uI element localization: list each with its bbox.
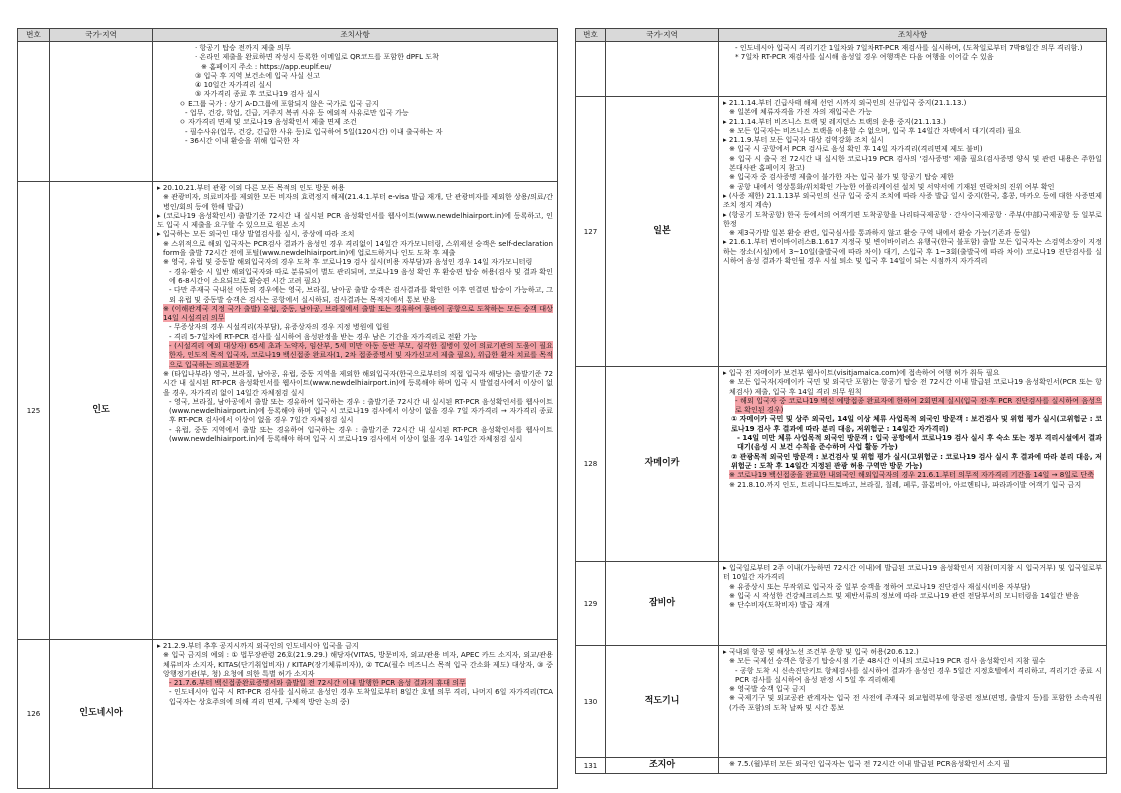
measure-line [157,650,553,678]
measure-line [723,172,1102,181]
header-country: 국가·지역 [606,29,719,42]
measure-text: - 업무, 건강, 학업, 긴급, 거주지 복귀 사유 등 예외적 사유로만 입국 가능 [185,108,409,118]
measure-line [157,229,553,238]
measure-line [723,452,1102,471]
measure-line [723,135,1102,144]
measure-text: ㅇ 자가격리 면제 및 코로나19 음성확인서 제출 면제 조건 [179,117,357,127]
measure-line [723,191,1102,210]
table-header-row [576,29,1107,42]
measure-line [723,414,1102,433]
measure-text: ※ 입국자 중 검사증명 제출이 불가한 자는 입국 불가 및 항공기 탑승 제한 [729,172,954,182]
measure-text: ※ 7.5.(월)부터 모든 외국인 입국자는 입국 전 72시간 이내 발급된 PCR음성확인서 소지 필 [729,759,1010,768]
measure-text: - 14일 미만 체류 사업목적 외국인 방문객 : 입국 공항에서 코로나19 검사 실시 후 숙소 또는 정부 격리시설에서 결과 대기(음성 시 보건 수칙을 준수하며 사업 활동 가능) [737,433,1102,452]
measure-text: - 격리 5-7일차에 RT-PCR 검사를 실시하여 음성판정을 받는 경우 남은 기간을 자가격리로 전환 가능 [169,331,478,341]
measure-line [157,89,553,98]
measure-text: ※ 단수비자(도착비자) 발급 재개 [729,600,830,610]
header-measures: 조치사항 [153,29,558,42]
measure-line [723,666,1102,685]
measure-line [157,369,553,397]
measure-text: ※ 국제기구 및 외교공관 관계자는 입국 전 사전에 주재국 외교협력부에 항공편 정보(편명, 출발지 등)를 포함한 소속직원(가족 포함)의 도착 날짜 및 시간 통보 [729,693,1102,712]
measure-text: - 인도네시아 입국시 격리기간 1일차와 7일차RT-PCR 재검사를 실시하며, (도착일로부터 7박8일간 의무 격리함.) [735,43,1083,52]
measure-text: ㅇ E그룹 국가 : 상기 A-D그룹에 포함되지 않은 국가로 입국 금지 [179,98,379,108]
measure-text: ※ (이해관계국 지정 국가 출발) 유럽, 중동, 남아공, 브라질에서 출발 또는 경유하여 뭄바이 공항으로 도착하는 모든 승객 대상 14일 시설격리 의무 [163,303,553,323]
measure-text: ※ 입국 금지의 예외 : ① 법무장관령 26호(21.9.29.) 해당자(VITAS, 방문비자, 외교/관용 비자, APEC 카드 소지자, 외교/관용 체류비자 소지자, KITAS(단기취업비자) / KITAP(장기체류비자)), ② TCA(필수 비즈니스 목적 입국 간소화 제도) 대상자, ③ 중앙행정기관(부, 청) 요청에 의한 특별 허가 소지자 [163,650,553,678]
table-row [18,42,558,182]
measure-text: * 7일차 RT-PCR 재검사를 실시해 음성일 경우 여행객은 다음 여행을 이어갈 수 있음 [735,52,994,62]
measure-text: ▸ (사증 제한) 21.1.13부 외국인의 신규 입국 중지 조치에 따라 사증 발급 일시 중지(한국, 홍콩, 마카오 등에 대한 사증면제조치 정지 계속) [723,190,1102,210]
measure-text: - 인도네시아 입국 시 RT-PCR 검사를 실시하고 음성인 경우 도착일로부터 8일간 호텔 의무 격리, 나머지 6일 자가격리(TCA 입국자는 상호주의에 의해 격리 면제, 구체적 방안 논의 중) [169,687,553,706]
measures-cell [153,640,558,789]
measure-line [723,656,1102,665]
measure-line [157,304,553,323]
table-row [576,42,1107,97]
measure-line [723,144,1102,153]
measure-text: ⑤ 자가격리 종료 후 코로나19 검사 실시 [195,89,320,99]
measure-line [157,425,553,444]
country-name: 잠비아 [606,562,719,646]
row-number [18,42,50,182]
measure-line [157,267,553,286]
measure-text: - 영국, 브라질, 남아공에서 출발 또는 경유하여 입국하는 경우 : 출발기준 72시간 내 실시된 RT-PCR 음성확인서를 웹사이트(www.newdelhiairport.in)에 등록해야 하며 입국 시 코로나19 검사에서 이상이 없을 경우 7일 자가격리 → 자가격리 종료 후 RT-PCR 검사에서 이상이 없을 경우 7일간 자체점검 실시 [169,396,553,425]
measure-text: ※ 코로나19 백신접종을 완료한 내외국인 해외입국자의 경우 21.6.1.부터 의무적 자가격리 기간을 14일 → 8일로 단축 [729,470,1094,480]
country-name: 조지아 [606,758,719,774]
country-name [50,42,153,182]
measure-text: - 해외 입국자 중 코로나19 백신 예방접종 완료자에 한하여 2회면제 실시(입국 전·후 PCR 진단검사를 실시하여 음성으로 확인된 경우) [735,395,1102,415]
measure-text: - 필수사유(업무, 건강, 긴급한 사유 등)로 입국하여 5일(120시간) 이내 출국하는 자 [185,126,443,136]
row-number: 130 [576,646,606,758]
measure-text: - 유럽, 중동 지역에서 출발 또는 경유하여 입국하는 경우 : 출발기준 72시간 내 실시된 RT-PCR 음성확인서를 웹사이트(www.newdelhiairport.in)에 등록해야 하며 입국 시 코로나19 검사에서 이상이 없을 경우 14일간 자체점검 실시 [169,424,553,444]
measure-line [723,43,1102,52]
country-name: 적도기니 [606,646,719,758]
measure-text: ▸ 21.1.14.부터 비즈니스 트랙 및 레지던스 트랙의 운용 중지(21.1.13.) [723,116,946,126]
measure-text: ▸ 21.1.9.부터 모든 입국자 대상 검역강화 조치 실시 [723,135,884,145]
measure-text: ▸ 입국일로부터 2주 이내(가능하면 72시간 이내)에 발급된 코로나19 음성확인서 지참(미지참 시 입국거부) 및 입국일로부터 10일간 자가격리 [723,563,1102,582]
table-row [576,646,1107,758]
measure-text: ※ (타입나부라) 영국, 브라질, 남아공, 유럽, 중동 지역을 제외한 해외입국자(한국으로부터의 직접 입국자 해당)는 출발기준 72시간 내 실시된 RT-PCR 음성확인서를 웹사이트(www.newdelhiairport.in)에 등록해야 하며 입국 시 발열검사에서 이상이 없을 경우, 자가격리 없이 14일간 자체점검 실시 [163,368,553,397]
measure-text: - 경유·환승 시 일반 해외입국자와 따로 분류되어 별도 관리되며, 코로나19 음성 확인 후 환승편 탑승 허용(검사 및 결과 확인에 6-8시간이 소요되므로 환승편 시간 고려 필요) [169,266,553,285]
measure-text: - 36시간 이내 환승을 위해 입국한 자 [185,135,300,145]
measures-cell [719,646,1107,758]
table-row [576,97,1107,367]
table-header-row [18,29,558,42]
measure-line [723,647,1102,656]
left-measures-table [17,28,558,789]
table-row [576,758,1107,774]
measure-text: ※ 입국 시 작성한 건강체크리스트 및 제반서류의 정보에 따라 코로나19 관련 전담부서의 모니터링을 14일간 받음 [729,590,1080,600]
measure-line [723,368,1102,377]
measure-line [723,582,1102,591]
measures-cell [719,758,1107,774]
measure-line [157,127,553,136]
measure-text: ※ 모든 입국자는 비즈니스 트랙을 이용할 수 없으며, 입국 후 14일간 자택에서 대기(격리) 필요 [729,125,1021,135]
measure-text: ※ 일본에 체류자격을 가진 자의 재입국은 가능 [729,107,872,117]
measure-text: · 온라인 제출을 완료하면 작성시 등록한 이메일로 QR코드를 포함한 dPFL 도착 [195,52,439,62]
row-number: 131 [576,758,606,774]
measure-line [157,80,553,89]
measure-line [723,228,1102,237]
measure-text: ※ 모든 입국자(자메이카 국민 및 외국단 포함)는 항공기 탑승 전 72시간 이내 발급된 코로나19 음성확인서(PCR 또는 항체검사) 제출, 입국 후 14일 격리 의무 원칙 [729,377,1102,396]
measure-line [723,600,1102,609]
measure-text: ※ 홈페이지 주소 : https://app.euplf.eu/ [201,61,332,71]
measure-line [723,126,1102,135]
row-number: 126 [18,640,50,789]
measure-text: ▸ 국내외 항공 및 해상노선 조건부 운항 및 입국 허용(20.6.12.) [723,647,919,656]
header-measures: 조치사항 [719,29,1107,42]
measure-text: ▸ 21.2.9.부터 추후 공지시까지 외국인의 인도네시아 입국을 금지 [157,641,359,650]
left-table-body [18,42,558,789]
measure-text: ※ 스위적으로 해외 입국자는 PCR검사 결과가 음성인 경우 격리없이 14일간 자가모니터링, 스위제선 승객은 self-declaration form을 출발 72시간 전에 포털(www.newdelhiairport.in)에 업로드하거나 인도 도착 후 제출 [163,238,553,258]
row-number: 125 [18,182,50,640]
measure-text: - 무증상자의 경우 시설격리(자부담), 유증상자의 경우 지정 병원에 입원 [169,322,390,332]
measure-line [723,117,1102,126]
measure-line [157,108,553,117]
country-name: 자메이카 [606,367,719,562]
measure-line [723,693,1102,712]
measure-line [723,210,1102,229]
measure-text: ① 자메이카 국민 및 상주 외국인, 14일 이상 체류 사업목적 외국인 방문객 : 보건검사 및 위험 평가 실시(고위험군 : 코로나19 검사 후 결과에 따라 분리 대응, 저위험군 : 14일간 자가격리) [731,414,1102,433]
measure-line [723,480,1102,489]
measure-line [723,563,1102,582]
measure-text: ※ 입국 시 출국 전 72시간 내 실시한 코로나19 PCR 검사의 '검사증명' 제출 필요(검사증명 양식 및 관련 내용은 주한일본대사관 홈페이지 참고) [729,153,1102,173]
table-row [576,367,1107,562]
measure-text: ※ 21.8.10.까지 인도, 트리니다드토바고, 브라질, 칠레, 페루, 콜롬비아, 아르헨티나, 파라과이발 여객기 입국 금지 [729,479,1082,489]
measure-text: ※ 영국발 승객 입국 금지 [729,684,806,694]
measure-line [723,759,1102,768]
measure-line [723,684,1102,693]
table-row [18,640,558,789]
measure-line [157,341,553,369]
measure-text: ▸ 입국 전 자메이카 보건부 웹사이트(visitjamaica.com)에 접속하여 여행 허가 취득 필요 [723,368,1000,377]
country-name: 인도 [50,182,153,640]
measure-text: ※ 관광비자, 의료비자를 제외한 모든 비자의 효력정지 해제(21.4.1.부터 e-visa 발급 재개, 단 관광비자를 제외한 상용/의료/간병인/회의 등에 한해 발급) [163,192,553,211]
measure-line [157,257,553,266]
measure-text: ▸ 20.10.21.부터 관광 이외 다른 모든 목적의 인도 방문 허용 [157,183,345,192]
measure-line [723,591,1102,600]
measures-cell [719,42,1107,97]
measure-text: - (시설격리 예외 대상자) 65세 초과 노약자, 임산부, 5세 미만 아동 동반 부모, 심각한 질병이 있어 의료기관의 도움이 필요한자, 인도적 목적 입국자, 코로나19 백신접종 완료자(1, 2차 접종증명서 및 자가신고서 제출 필요), 위급한 환자 치료를 목적으로 입국하는 의료전문가 [169,341,553,369]
measure-line [157,332,553,341]
row-number: 127 [576,97,606,367]
measure-line [157,71,553,80]
measure-line [157,183,553,192]
country-name: 일본 [606,97,719,367]
measure-line [157,117,553,126]
header-no: 번호 [576,29,606,42]
country-name [606,42,719,97]
measure-text: - 21.7.6.부터 백신접종완료증명서와 출발일 전 72시간 이내 발행한 PCR 음성 결과지 휴대 의무 [169,678,466,688]
measure-text: ※ 공항 내에서 영상통화/위치확인 가능한 어플리케이션 설치 및 서약서에 기재된 연락처의 진위 여부 확인 [729,181,1055,191]
measure-text: - 공항 도착 시 신속진단키트 항체검사를 실시하여 결과가 음성인 경우 5일간 지정호텔에서 격리하고, 격리기간 종료 시 PCR 검사를 실시하여 음성 판정 시 5일 후 격리해제 [735,665,1102,684]
row-number [576,42,606,97]
measure-text: ④ 10일간 자가격리 실시 [195,80,272,90]
measures-cell [719,562,1107,646]
header-country: 국가·지역 [50,29,153,42]
measure-text: ③ 입국 후 지역 보건소에 입국 사실 신고 [195,70,320,80]
measure-line [157,239,553,258]
right-table-body [576,42,1107,774]
measure-text: ※ 유증상시 또는 무작위로 입국자 중 일부 승객을 정하여 코로나19 진단검사 재실시(비용 자부담) [729,581,1031,591]
measures-cell [719,367,1107,562]
measure-line [723,377,1102,396]
measure-text: ※ 영국, 유럽 및 중동발 해외입국자의 경우 도착 후 코로나19 검사 실시(비용 자부담)과 음성인 경우 14일 자가모니터링 [163,257,533,267]
measure-text: · 항공기 탑승 전까지 제출 의무 [195,43,291,52]
table-row [18,182,558,640]
measures-cell [719,97,1107,367]
measure-text: ※ 입국 시 공항에서 PCR 검사로 음성 확인 후 14일 자가격리(격리면제 제도 불비) [729,144,983,154]
measure-line [157,322,553,331]
measure-line [723,470,1102,479]
measure-text: ▸ (코로나19 음성확인서) 출발기준 72시간 내 실시된 PCR 음성확인서를 웹사이트(www.newdelhiairport.in)에 등록하고, 인도 입국 시 제출을 요구할 수 있으므로 원본 소지 [157,210,553,230]
row-number: 128 [576,367,606,562]
measure-line [157,52,553,61]
measure-line [157,397,553,425]
measure-text: ※ 모든 국제선 승객은 항공기 탑승시점 기준 48시간 이내의 코로나19 PCR 검사 음성확인서 지참 필수 [729,656,1046,666]
measure-line [157,211,553,230]
measure-line [157,678,553,687]
measure-line [157,62,553,71]
measure-line [723,237,1102,265]
measures-cell [153,182,558,640]
measure-text: ② 관광목적 외국인 방문객 : 보건검사 및 위험 평가 실시(고위험군 : 코로나19 검사 실시 후 결과에 따라 분리 대응, 저위험군 : 도착 후 14일간 지정된 관광 허용 구역만 방문 가능) [731,451,1102,470]
measure-text: - 다만 주재국 국내선 이동의 경우에는 영국, 브라질, 남아공 출발 승객은 검사결과를 확인한 이후 연결편 탑승이 가능하고, 그 외 유럽 및 중동발 승객은 검사는 공항에서 실시하되, 검사결과는 목적지에서 통보 받음 [169,285,553,304]
measure-text: ▸ 입국하는 모든 외국인 대상 발열검사를 실시, 증상에 따라 조치 [157,229,355,239]
measure-line [723,98,1102,107]
measure-text: ▸ (항공기 도착공항) 한국 등에서의 여객기편 도착공항을 나리타국제공항 · 간사이국제공항 · 주부(中部)국제공항 등 일부로 한정 [723,209,1102,228]
measure-line [157,43,553,52]
measures-cell [153,42,558,182]
measure-line [723,396,1102,415]
measure-line [157,99,553,108]
row-number: 129 [576,562,606,646]
measure-line [723,154,1102,173]
header-no: 번호 [18,29,50,42]
right-measures-table [575,28,1107,774]
measure-text: ▸ 21.1.14.부터 긴급사태 해제 선언 시까지 외국인의 신규입국 중지(21.1.13.) [723,98,967,107]
country-name: 인도네시아 [50,640,153,789]
measure-line [723,52,1102,61]
measure-line [157,192,553,211]
measure-line [157,687,553,706]
measure-line [157,136,553,145]
measure-line [723,433,1102,452]
measure-line [723,182,1102,191]
measure-text: ※ 제3국가발 일본 환승 관련, 입국심사를 통과하지 않고 환승 구역 내에서 환승 가능(기존과 동일) [729,228,1031,238]
measure-text: ▸ 21.6.1.부터 변이바이러스B.1.617 지정국 및 변이바이러스 유행국(한국 불포함) 출발 모든 입국자는 스검역소장이 지정하는 장소(시설)에서 3~10일(출발국에 따라 차이) 대기, 스입국 후 1~3회(출발국에 따라 차이) 코로나19 진단검사를 실시하여 음성 결과가 확인될 경우 시설 퇴소 및 입국 후 14일이 되는 시점까지 자가격리 [723,237,1102,266]
measure-line [723,107,1102,116]
table-row [576,562,1107,646]
measure-line [157,285,553,304]
measure-line [157,641,553,650]
